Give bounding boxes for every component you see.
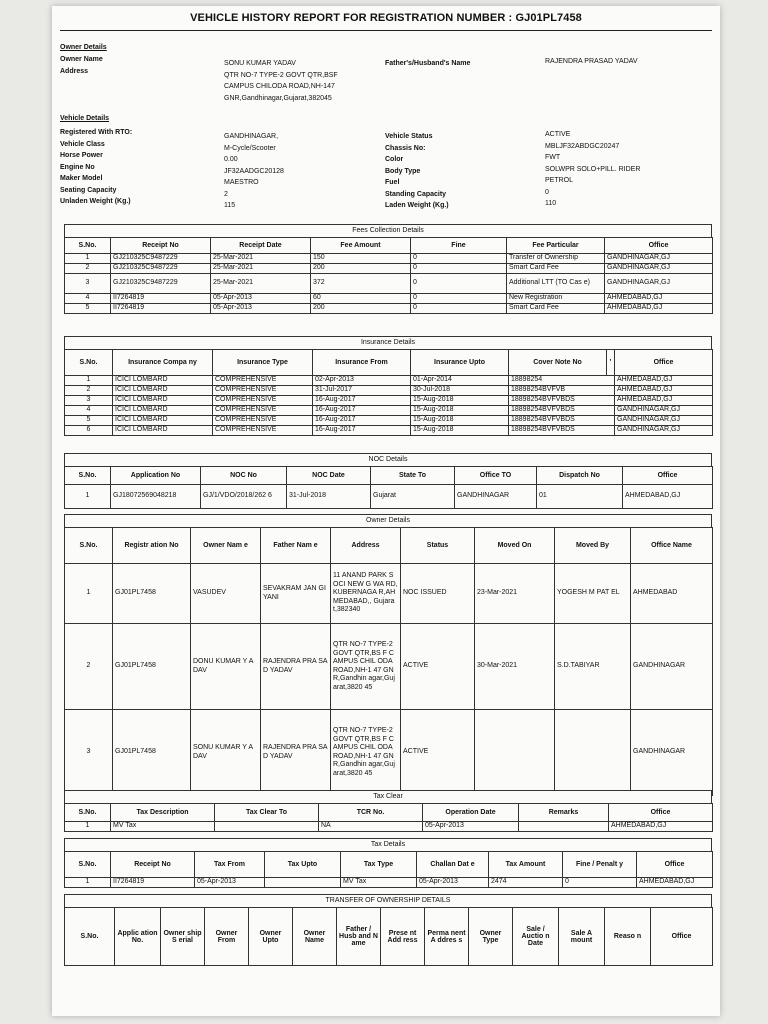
- insurance-header-row: [65, 350, 713, 376]
- col-header: Moved By: [555, 528, 631, 564]
- table-cell: 150: [311, 254, 411, 264]
- table-cell: 18898254BVFVBDS: [509, 426, 615, 436]
- body-type-label: Body Type: [385, 167, 421, 175]
- table-cell: SEVAKRAM JAN GIYANI: [261, 564, 331, 624]
- col-header: Owner ship S erial: [161, 908, 205, 966]
- table-cell: GANDHINAGAR: [631, 710, 713, 796]
- table-cell: GJ01PL7458: [113, 564, 191, 624]
- transfer-table: [64, 907, 713, 966]
- table-cell: GANDHINAGAR: [631, 624, 713, 710]
- table-cell: 1: [65, 485, 111, 509]
- table-row: [65, 822, 713, 832]
- owners-header-row: [65, 528, 713, 564]
- col-header: Office: [623, 467, 713, 485]
- col-header: Application No: [111, 467, 201, 485]
- owners-table: [64, 527, 713, 796]
- col-header: Office: [651, 908, 713, 966]
- fuel-label: Fuel: [385, 179, 400, 186]
- table-cell: ICICI LOMBARD: [113, 406, 213, 416]
- table-cell: II7264819: [111, 304, 211, 314]
- taxclear-header-row: [65, 804, 713, 822]
- vehicle-left-labels: [60, 127, 132, 208]
- table-cell: VASUDEV: [191, 564, 261, 624]
- table-cell: ICICI LOMBARD: [113, 416, 213, 426]
- address-line-2: CAMPUS CHILODA ROAD,NH-147: [224, 83, 335, 90]
- fees-section: [64, 224, 712, 314]
- col-header: Tax Amount: [489, 852, 563, 878]
- table-row: [65, 710, 713, 796]
- table-cell: 2: [65, 264, 111, 274]
- table-cell: GJ18072569048218: [111, 485, 201, 509]
- table-cell: 6: [65, 426, 113, 436]
- standing-capacity-label: Standing Capacity: [385, 190, 447, 198]
- col-header: Tax From: [195, 852, 265, 878]
- col-header: Father / Husb and N ame: [337, 908, 381, 966]
- table-cell: 0: [411, 274, 507, 294]
- col-header: TCR No.: [319, 804, 423, 822]
- table-row: [65, 274, 713, 294]
- col-header: Office Name: [631, 528, 713, 564]
- table-row: [65, 376, 713, 386]
- col-header: Remarks: [519, 804, 609, 822]
- table-cell: GJ01PL7458: [113, 710, 191, 796]
- engine-no-label: Engine No: [60, 163, 95, 171]
- fuel-value: PETROL: [545, 177, 574, 184]
- report-page: [52, 6, 720, 1016]
- col-header: Office: [605, 238, 713, 254]
- table-cell: 05-Apr-2013: [211, 304, 311, 314]
- table-cell: 18898254BVFVBDS: [509, 416, 615, 426]
- table-cell: AHMEDABAD,GJ: [605, 294, 713, 304]
- table-cell: GANDHINAGAR,GJ: [605, 274, 713, 294]
- laden-weight-label: Laden Weight (Kg.): [385, 202, 449, 209]
- table-cell: [215, 822, 319, 832]
- table-cell: Smart Card Fee: [507, 304, 605, 314]
- table-cell: 25-Mar-2021: [211, 254, 311, 264]
- table-cell: 02-Apr-2013: [313, 376, 411, 386]
- owner-name-value: SONU KUMAR YADAV: [224, 60, 296, 67]
- table-cell: 0: [411, 304, 507, 314]
- table-cell: Gujarat: [371, 485, 455, 509]
- table-cell: ACTIVE: [401, 624, 475, 710]
- taxclear-section: [64, 790, 712, 832]
- maker-model-label: Maker Model: [60, 175, 103, 182]
- table-cell: COMPREHENSIVE: [213, 406, 313, 416]
- table-cell: ACTIVE: [401, 710, 475, 796]
- table-cell: 18898254BVFVB: [509, 386, 615, 396]
- table-cell: AHMEDABAD,GJ: [637, 878, 713, 888]
- col-header: Address: [331, 528, 401, 564]
- noc-table: [64, 466, 713, 509]
- col-header: NOC No: [201, 467, 287, 485]
- table-cell: NOC ISSUED: [401, 564, 475, 624]
- col-header: State To: [371, 467, 455, 485]
- col-header: S.No.: [65, 467, 111, 485]
- col-header: Fee Particular: [507, 238, 605, 254]
- table-cell: 15-Aug-2018: [411, 406, 509, 416]
- table-row: [65, 564, 713, 624]
- col-header: Fine / Penalt y: [563, 852, 637, 878]
- table-cell: 0: [411, 294, 507, 304]
- table-cell: QTR NO-7 TYPE-2 GOVT QTR,BS F CAMPUS CHIL ODA ROAD,NH-1 47 GNR,Gandhin agar,Gujarat,3820 45: [331, 624, 401, 710]
- table-cell: 200: [311, 304, 411, 314]
- col-header: Owner Upto: [249, 908, 293, 966]
- col-header: Sale / Auctio n Date: [513, 908, 559, 966]
- table-cell: GANDHINAGAR,GJ: [615, 406, 713, 416]
- table-cell: 05-Apr-2013: [211, 294, 311, 304]
- table-cell: 4: [65, 294, 111, 304]
- table-cell: GJ210325C9487229: [111, 274, 211, 294]
- col-header: Fee Amount: [311, 238, 411, 254]
- col-header: Owner Type: [469, 908, 513, 966]
- table-cell: 18898254BVFVBDS: [509, 396, 615, 406]
- table-cell: 16-Aug-2017: [313, 426, 411, 436]
- table-cell: GANDHINAGAR,GJ: [605, 254, 713, 264]
- table-row: [65, 878, 713, 888]
- table-cell: 15-Aug-2018: [411, 416, 509, 426]
- col-header: S.No.: [65, 852, 111, 878]
- table-cell: COMPREHENSIVE: [213, 386, 313, 396]
- address-line-1: QTR NO-7 TYPE-2 GOVT QTR,BSF: [224, 71, 338, 79]
- table-cell: 3: [65, 274, 111, 294]
- vehicle-right-labels: [385, 131, 449, 212]
- table-cell: RAJENDRA PRA SAD YADAV: [261, 710, 331, 796]
- table-row: [65, 416, 713, 426]
- table-cell: COMPREHENSIVE: [213, 396, 313, 406]
- col-header: Office: [615, 350, 713, 376]
- table-cell: 18898254BVFVBDS: [509, 406, 615, 416]
- table-cell: 0: [411, 254, 507, 264]
- table-cell: AHMEDABAD,GJ: [615, 396, 713, 406]
- unladen-weight-value: 115: [224, 202, 236, 209]
- vehicle-class-label: Vehicle Class: [60, 140, 105, 148]
- table-cell: 372: [311, 274, 411, 294]
- col-header: Owner Nam e: [191, 528, 261, 564]
- col-header: Receipt No: [111, 238, 211, 254]
- table-cell: Transfer of Ownership: [507, 254, 605, 264]
- owner-labels: [60, 54, 103, 77]
- table-cell: QTR NO-7 TYPE-2 GOVT QTR,BS F CAMPUS CHIL ODA ROAD,NH-1 47 GNR,Gandhin agar,Gujarat,3820 45: [331, 710, 401, 796]
- insurance-table: [64, 349, 713, 436]
- father-label: Father's/Husband's Name: [385, 60, 471, 67]
- table-cell: 1: [65, 822, 111, 832]
- vehicle-status-value: ACTIVE: [545, 131, 571, 138]
- chassis-no-value: MBLJF32ABDGC20247: [545, 142, 620, 150]
- table-cell: II7264819: [111, 294, 211, 304]
- table-cell: 5: [65, 416, 113, 426]
- col-header: Office TO: [455, 467, 537, 485]
- unladen-weight-label: Unladen Weight (Kg.): [60, 198, 131, 205]
- owner-section-label: Owner Details: [60, 44, 107, 51]
- table-cell: ICICI LOMBARD: [113, 376, 213, 386]
- table-cell: AHMEDABAD,GJ: [605, 304, 713, 314]
- horse-power-label: Horse Power: [60, 152, 103, 159]
- table-cell: SONU KUMAR Y ADAV: [191, 710, 261, 796]
- table-cell: 05-Apr-2013: [423, 822, 519, 832]
- horse-power-value: 0.00: [224, 156, 238, 163]
- table-cell: 1: [65, 564, 113, 624]
- table-cell: 25-Mar-2021: [211, 264, 311, 274]
- table-cell: ICICI LOMBARD: [113, 386, 213, 396]
- col-header: Fine: [411, 238, 507, 254]
- table-cell: 31-Jul-2018: [287, 485, 371, 509]
- vehicle-status-label: Vehicle Status: [385, 133, 433, 140]
- table-row: [65, 264, 713, 274]
- table-cell: [519, 822, 609, 832]
- col-header: Tax Clear To: [215, 804, 319, 822]
- standing-capacity-value: 0: [545, 188, 549, 196]
- table-row: [65, 406, 713, 416]
- taxclear-title: Tax Clear: [64, 790, 712, 803]
- table-row: [65, 426, 713, 436]
- col-header: NOC Date: [287, 467, 371, 485]
- col-header: Office: [609, 804, 713, 822]
- col-header: Challan Dat e: [417, 852, 489, 878]
- col-header: Status: [401, 528, 475, 564]
- col-header: Tax Type: [341, 852, 417, 878]
- table-cell: AHMEDABAD,GJ: [609, 822, 713, 832]
- table-cell: 3: [65, 710, 113, 796]
- engine-no-value: JF32AADGC20128: [224, 167, 284, 175]
- table-cell: 18898254: [509, 376, 615, 386]
- table-cell: 25-Mar-2021: [211, 274, 311, 294]
- laden-weight-value: 110: [545, 200, 557, 207]
- col-header: Cover Note No: [509, 350, 607, 376]
- table-cell: 05-Apr-2013: [195, 878, 265, 888]
- table-cell: 4: [65, 406, 113, 416]
- table-cell: AHMEDABAD: [631, 564, 713, 624]
- color-label: Color: [385, 156, 404, 163]
- table-cell: 2: [65, 624, 113, 710]
- col-header: Insurance Compa ny: [113, 350, 213, 376]
- noc-section: [64, 453, 712, 509]
- table-cell: 16-Aug-2017: [313, 416, 411, 426]
- table-cell: AHMEDABAD,GJ: [615, 376, 713, 386]
- tax-table: [64, 851, 713, 888]
- table-cell: S.D.TABIYAR: [555, 624, 631, 710]
- report-title: VEHICLE HISTORY REPORT FOR REGISTRATION NUMBER : GJ01PL7458: [190, 12, 582, 24]
- col-header: Tax Upto: [265, 852, 341, 878]
- col-header: Reaso n: [605, 908, 651, 966]
- col-header: Father Nam e: [261, 528, 331, 564]
- vehicle-right-values: [545, 129, 640, 210]
- owners-section: [64, 514, 712, 796]
- table-cell: GJ210325C9487229: [111, 264, 211, 274]
- insurance-title: Insurance Details: [64, 336, 712, 349]
- table-cell: MV Tax: [341, 878, 417, 888]
- rto-label: Registered With RTO:: [60, 129, 133, 136]
- address-line-3: GNR,Gandhinagar,Gujarat,382045: [224, 94, 332, 102]
- owners-title: Owner Details: [64, 514, 712, 527]
- table-row: [65, 254, 713, 264]
- col-header: Sale A mount: [559, 908, 605, 966]
- col-header: Insurance From: [313, 350, 411, 376]
- table-cell: GANDHINAGAR,GJ: [615, 416, 713, 426]
- owner-values: [224, 58, 338, 104]
- fees-table: [64, 237, 713, 314]
- table-cell: AHMEDABAD,GJ: [623, 485, 713, 509]
- table-cell: MV Tax: [111, 822, 215, 832]
- vehicle-class-value: M-Cycle/Scooter: [224, 144, 276, 152]
- fees-header-row: [65, 238, 713, 254]
- table-row: [65, 624, 713, 710]
- col-header: Tax Description: [111, 804, 215, 822]
- tax-section: [64, 838, 712, 888]
- table-cell: 2474: [489, 878, 563, 888]
- table-cell: GJ01PL7458: [113, 624, 191, 710]
- table-cell: II7264819: [111, 878, 195, 888]
- father-value: RAJENDRA PRASAD YADAV: [545, 58, 638, 65]
- col-header: Office: [637, 852, 713, 878]
- col-header: Perma nent A ddres s: [425, 908, 469, 966]
- col-header: S.No.: [65, 804, 111, 822]
- address-label: Address: [60, 67, 89, 75]
- col-header: Receipt Date: [211, 238, 311, 254]
- table-cell: COMPREHENSIVE: [213, 426, 313, 436]
- col-header: Applic ation No.: [115, 908, 161, 966]
- table-cell: ICICI LOMBARD: [113, 426, 213, 436]
- table-cell: ICICI LOMBARD: [113, 396, 213, 406]
- transfer-section: [64, 894, 712, 966]
- table-cell: 01: [537, 485, 623, 509]
- table-cell: 15-Aug-2018: [411, 426, 509, 436]
- table-cell: 3: [65, 396, 113, 406]
- table-cell: 0: [563, 878, 637, 888]
- col-header: S.No.: [65, 528, 113, 564]
- vehicle-left-values: [224, 131, 284, 212]
- table-row: [65, 304, 713, 314]
- transfer-title: TRANSFER OF OWNERSHIP DETAILS: [64, 894, 712, 907]
- table-cell: RAJENDRA PRA SAD YADAV: [261, 624, 331, 710]
- col-header: Registr ation No: [113, 528, 191, 564]
- chassis-no-label: Chassis No:: [385, 144, 426, 152]
- table-cell: GANDHINAGAR,GJ: [605, 264, 713, 274]
- table-cell: [265, 878, 341, 888]
- table-cell: 60: [311, 294, 411, 304]
- rto-value: GANDHINAGAR,: [224, 133, 279, 140]
- table-cell: 5: [65, 304, 111, 314]
- seating-capacity-value: 2: [224, 190, 228, 198]
- col-header: Insurance Upto: [411, 350, 509, 376]
- fees-title: Fees Collection Details: [64, 224, 712, 237]
- table-cell: COMPREHENSIVE: [213, 376, 313, 386]
- table-cell: [555, 710, 631, 796]
- col-header: S.No.: [65, 350, 113, 376]
- table-cell: 1: [65, 254, 111, 264]
- table-cell: GANDHINAGAR,GJ: [615, 426, 713, 436]
- noc-header-row: [65, 467, 713, 485]
- table-cell: 23-Mar-2021: [475, 564, 555, 624]
- col-header: ': [607, 350, 615, 376]
- col-header: Receipt No: [111, 852, 195, 878]
- col-header: Dispatch No: [537, 467, 623, 485]
- transfer-header-row: [65, 908, 713, 966]
- table-cell: AHMEDABAD,GJ: [615, 386, 713, 396]
- table-cell: 30-Jul-2018: [411, 386, 509, 396]
- seating-capacity-label: Seating Capacity: [60, 186, 117, 194]
- col-header: Moved On: [475, 528, 555, 564]
- table-cell: 1: [65, 878, 111, 888]
- col-header: Owner From: [205, 908, 249, 966]
- table-cell: GJ210325C9487229: [111, 254, 211, 264]
- col-header: S.No.: [65, 238, 111, 254]
- color-value: FWT: [545, 154, 561, 161]
- table-row: [65, 396, 713, 406]
- tax-title: Tax Details: [64, 838, 712, 851]
- col-header: Owner Name: [293, 908, 337, 966]
- table-cell: GJ/1/VDO/2018/262 6: [201, 485, 287, 509]
- table-row: [65, 294, 713, 304]
- body-type-value: SOLWPR SOLO+PILL. RIDER: [545, 165, 641, 173]
- table-cell: Additional LTT (TO Cas e): [507, 274, 605, 294]
- table-cell: 16-Aug-2017: [313, 406, 411, 416]
- taxclear-table: [64, 803, 713, 832]
- noc-title: NOC Details: [64, 453, 712, 466]
- table-cell: [475, 710, 555, 796]
- insurance-section: [64, 336, 712, 436]
- table-cell: 0: [411, 264, 507, 274]
- table-cell: 200: [311, 264, 411, 274]
- table-cell: 1: [65, 376, 113, 386]
- title-divider: [60, 30, 712, 31]
- table-cell: 11 ANAND PARK SOCI NEW G WA RD,KUBERNAGA R,AHMEDABAD,, Gujarat,382340: [331, 564, 401, 624]
- table-cell: 01-Apr-2014: [411, 376, 509, 386]
- table-cell: New Registration: [507, 294, 605, 304]
- col-header: Insurance Type: [213, 350, 313, 376]
- table-row: [65, 386, 713, 396]
- table-cell: 05-Apr-2013: [417, 878, 489, 888]
- col-header: S.No.: [65, 908, 115, 966]
- maker-model-value: MAESTRO: [224, 179, 259, 186]
- table-cell: 16-Aug-2017: [313, 396, 411, 406]
- table-cell: YOGESH M PAT EL: [555, 564, 631, 624]
- tax-header-row: [65, 852, 713, 878]
- table-cell: DONU KUMAR Y ADAV: [191, 624, 261, 710]
- table-row: [65, 485, 713, 509]
- vehicle-section-label: Vehicle Details: [60, 115, 110, 122]
- table-cell: NA: [319, 822, 423, 832]
- table-cell: 30-Mar-2021: [475, 624, 555, 710]
- owner-name-label: Owner Name: [60, 56, 103, 63]
- table-cell: 15-Aug-2018: [411, 396, 509, 406]
- col-header: Operation Date: [423, 804, 519, 822]
- table-cell: 31-Jul-2017: [313, 386, 411, 396]
- table-cell: GANDHINAGAR: [455, 485, 537, 509]
- table-cell: 2: [65, 386, 113, 396]
- col-header: Prese nt Add ress: [381, 908, 425, 966]
- table-cell: COMPREHENSIVE: [213, 416, 313, 426]
- table-cell: Smart Card Fee: [507, 264, 605, 274]
